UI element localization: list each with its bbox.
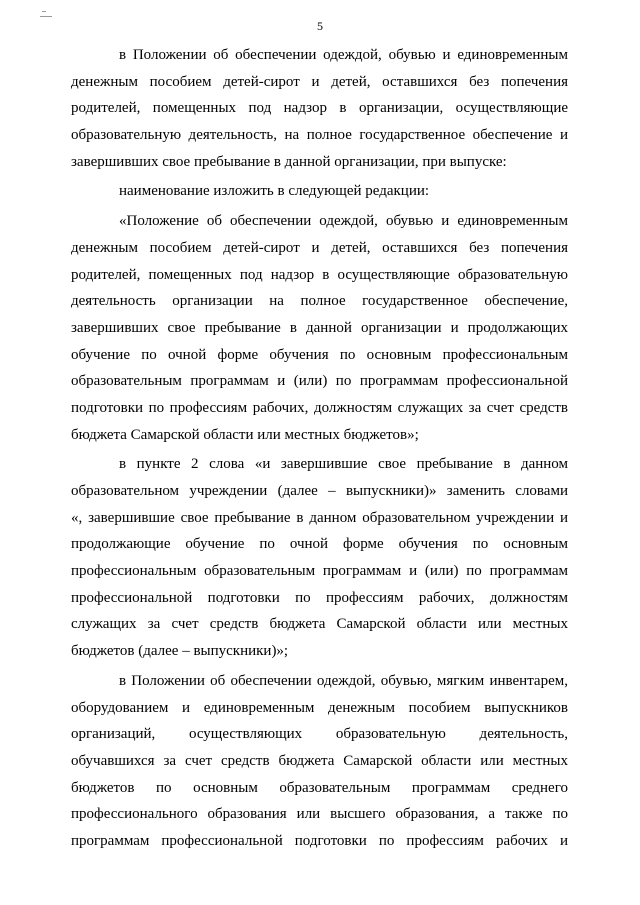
text-line: образовательным программам и (или) по программам профессиональной [71, 373, 568, 390]
text-line: служащих за счет средств бюджета Самарской области или местных [71, 616, 568, 633]
text-line: бюджета Самарской области или местных бюджетов»; [71, 426, 419, 443]
text-line: в пункте 2 слова «и завершившие свое пребывание в данном [119, 456, 568, 473]
text-line: денежным пособием детей-сирот и детей, оставшихся без попечения [71, 73, 568, 90]
text-line: наименование изложить в следующей редакции: [119, 183, 430, 200]
text-line: подготовки по профессиям рабочих, должностям служащих за счет средств [71, 399, 568, 416]
text-line: в Положении об обеспечении одеждой, обувью, мягким инвентарем, [119, 672, 568, 689]
text-line: завершивших свое пребывание в данной организации и продолжающих [71, 319, 568, 336]
text-line: продолжающие обучение по очной форме обучения по основным [71, 536, 568, 553]
paragraph [71, 178, 568, 205]
text-line: «, завершившие свое пребывание в данном образовательном учреждении и [71, 509, 568, 526]
text-line: образовательном учреждении (далее – выпускники)» заменить словами [71, 483, 568, 499]
text-line: деятельность организации на полное государственное обеспечение, [71, 293, 568, 310]
text-line: программам профессиональной подготовки по профессиям рабочих и [71, 832, 568, 849]
paragraph [71, 42, 568, 175]
text-line: профессиональной подготовки по профессиям рабочих, должностям [71, 589, 568, 606]
text-line: обучение по очной форме обучения по основным профессиональным [71, 346, 568, 363]
document-body [71, 42, 568, 855]
text-line: бюджетов по основным образовательным программам среднего [71, 779, 568, 796]
text-line: профессиональным образовательным программам и (или) по программам [71, 563, 568, 580]
text-line: бюджетов (далее – выпускники)»; [71, 643, 289, 660]
page-number: 5 [317, 19, 323, 33]
text-line: оборудованием и единовременным денежным пособием выпускников [71, 699, 568, 716]
text-line: денежным пособием детей-сирот и детей, оставшихся без попечения [71, 239, 568, 256]
text-line: родителей, помещенных под надзор в осуществляющие образовательную [71, 266, 568, 283]
text-line: образовательную деятельность, на полное государственное обеспечение и [71, 127, 568, 144]
text-line: завершивших свое пребывание в данной организации, при выпуске: [71, 153, 507, 170]
text-line: профессионального образования или высшего образования, а также по [71, 806, 568, 823]
paragraph [71, 208, 568, 448]
text-line: организаций, осуществляющих образовательную деятельность, [71, 726, 568, 743]
paragraph [71, 451, 568, 665]
text-line: «Положение об обеспечении одеждой, обувью и единовременным [119, 213, 568, 230]
text-line: родителей, помещенных под надзор в организации, осуществляющие [71, 100, 568, 117]
text-line: обучавшихся за счет средств бюджета Самарской области или местных [71, 752, 568, 769]
text-line: в Положении об обеспечении одеждой, обувью и единовременным [119, 47, 568, 63]
paragraph [71, 668, 568, 855]
